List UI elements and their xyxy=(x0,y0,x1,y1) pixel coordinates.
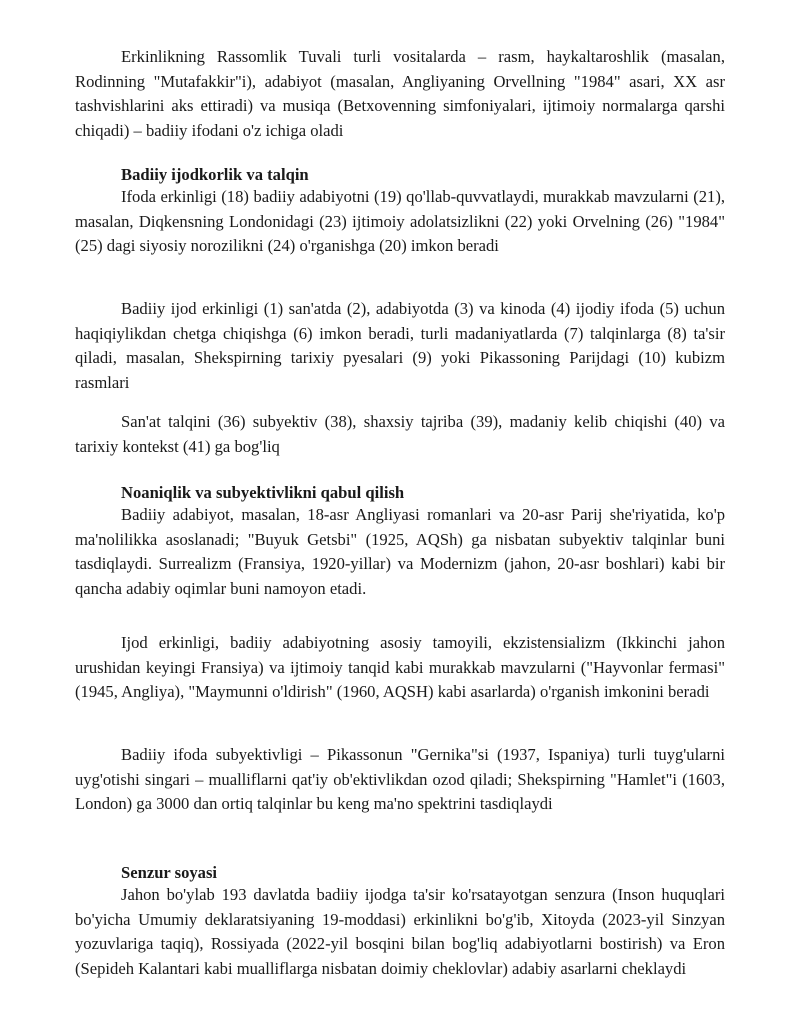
paragraph-creativity-3: San'at talqini (36) subyektiv (38), shaxsiy tajriba (39), madaniy kelib chiqishi (40) va tarixiy kontekst (41) ga bog'liq xyxy=(75,412,725,456)
section-heading-censorship: Senzur soyasi xyxy=(121,863,218,882)
paragraph-creativity-2: Badiiy ijod erkinligi (1) san'atda (2), adabiyotda (3) va kinoda (4) ijodiy ifoda (5) uchun haqiqiylikdan chetga chiqishga (6) imkon beradi, turli madaniyatlarda (7) talqinlarga (8) ta'sir qiladi, masalan, Shekspirning tarixiy pyesalari (9) yoki Pikassoning Parijdagi (10) kubizm rasmlari xyxy=(75,299,725,392)
paragraph-ambiguity-2: Ijod erkinligi, badiiy adabiyotning asosiy tamoyili, ekzistensializm (Ikkinchi jahon urushidan keyingi Fransiya) va ijtimoiy tanqid kabi murakkab mavzularni ("Hayvonlar fermasi" (1945, Angliya), "Maymunni o'ldirish" (1960, AQSH) kabi asarlarda) o'rganish imkonini beradi xyxy=(75,633,725,702)
intro-paragraph: Erkinlikning Rassomlik Tuvali turli vositalarda – rasm, haykaltaroshlik (masalan, Rodinning "Mutafakkir"i), adabiyot (masalan, Angliyaning Orvellning "1984" asari, XX asr tashvishlarini aks ettiradi) va musiqa (Betxovenning simfoniyalari, ijtimoiy normalarga qarshi chiqadi) – badiiy ifodani o'z ichiga oladi xyxy=(75,47,725,140)
paragraph-ambiguity-1: Badiiy adabiyot, masalan, 18-asr Angliyasi romanlari va 20-asr Parij she'riyatida, ko'p ma'nolilikka asoslanadi; "Buyuk Getsbi" (1925, AQSh) ga nisbatan subyektiv talqinlar buni tasdiqlaydi. Surrealizm (Fransiya, 1920-yillar) va Modernizm (jahon, 20-asr boshlari) kabi bir qancha adabiy oqimlar buni namoyon etadi. xyxy=(75,505,725,598)
paragraph-creativity-1: Ifoda erkinligi (18) badiiy adabiyotni (19) qo'llab-quvvatlaydi, murakkab mavzularni (21), masalan, Diqkensning Londonidagi (23) ijtimoiy adolatsizlikni (22) yoki Orvelning (26) "1984" (25) dagi siyosiy norozilikni (24) o'rganishga (20) imkon beradi xyxy=(75,187,725,256)
section-heading-creativity: Badiiy ijodkorlik va talqin xyxy=(121,165,309,184)
paragraph-ambiguity-3: Badiiy ifoda subyektivligi – Pikassonun "Gernika"si (1937, Ispaniya) turli tuyg'ularni uyg'otishi singari – mualliflarni qat'iy ob'ektivlikdan ozod qiladi; Shekspirning "Hamlet"i (1603, London) ga 3000 dan ortiq talqinlar bu keng ma'no spektrini tasdiqlaydi xyxy=(75,745,725,814)
paragraph-censorship-1: Jahon bo'ylab 193 davlatda badiiy ijodga ta'sir ko'rsatayotgan senzura (Inson huquqlari bo'yicha Umumiy deklaratsiyaning 19-moddasi) erkinlikni bo'g'ib, Xitoyda (2023-yil Sinzyan yozuvlariga taqiq), Rossiyada (2022-yil bosqini bilan bog'liq adabiyotlarni bostirish) va Eron (Sepideh Kalantari kabi mualliflarga nisbatan doimiy cheklovlar) adabiy asarlarni cheklaydi xyxy=(75,885,725,978)
section-heading-ambiguity: Noaniqlik va subyektivlikni qabul qilish xyxy=(121,483,405,502)
